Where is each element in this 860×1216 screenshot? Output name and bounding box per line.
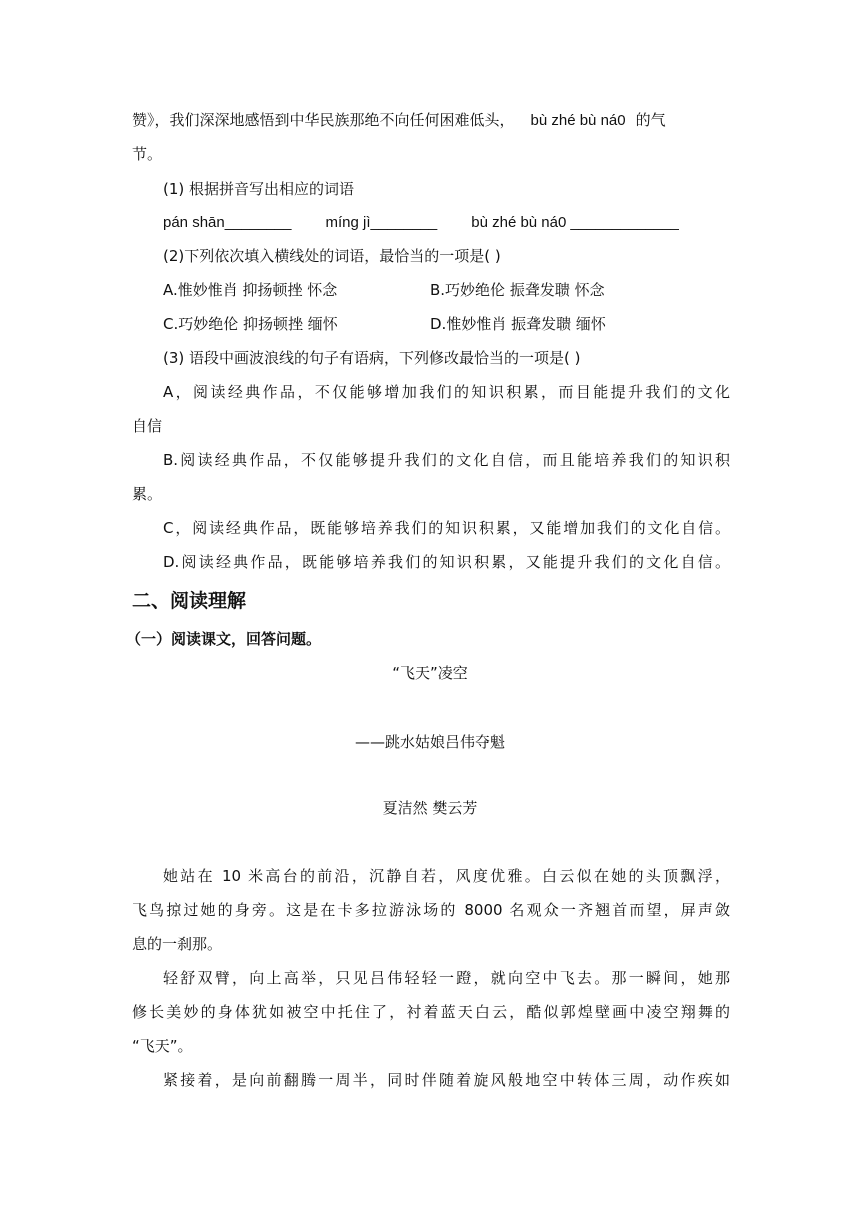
p1-line1: 她站在 10 米高台的前沿，沉静自若，风度优雅。白云似在她的头顶飘浮， — [163, 867, 730, 885]
option-a: A.惟妙惟肖 抑扬顿挫 怀念 — [163, 281, 338, 299]
sub3-a-line1: A，阅读经典作品，不仅能够增加我们的知识积累，而目能提升我们的文化 — [163, 383, 730, 401]
q1-line1 — [132, 109, 666, 132]
q1-line1-pinyin: bù zhé bù ná0 — [530, 112, 626, 129]
sub1-title: (1) 根据拼音写出相应的词语 — [163, 180, 355, 198]
q1-line1-end: 的气 — [635, 111, 666, 129]
sub3-d: D.阅读经典作品，既能够培养我们的知识积累，又能提升我们的文化自信。 — [163, 553, 730, 571]
article-authors: 夏洁然 樊云芳 — [382, 799, 478, 817]
sub3-title: (3) 语段中画波浪线的句子有语病，下列修改最恰当的一项是( ) — [163, 349, 581, 367]
q1-line1-text: 赞》，我们深深地感悟到中华民族那绝不向任何困难低头， — [132, 111, 515, 129]
pinyin-row — [163, 212, 679, 234]
sub2-title: (2)下列依次填入横线处的词语，最恰当的一项是( ) — [163, 247, 501, 265]
p2-line1: 轻舒双臂，向上高举，只见吕伟轻轻一蹬，就向空中飞去。那一瞬间，她那 — [163, 969, 730, 987]
p2-line3: “飞天”。 — [132, 1037, 193, 1055]
sub3-b-line1: B.阅读经典作品，不仅能够提升我们的文化自信，而且能培养我们的知识积 — [163, 451, 730, 469]
article-title: “飞天”凌空 — [392, 664, 468, 682]
p2-line2: 修长美妙的身体犹如被空中托住了，衬着蓝天白云，酷似郭煌壁画中凌空翔舞的 — [132, 1003, 730, 1021]
option-b: B.巧妙绝伦 振聋发聩 怀念 — [430, 281, 605, 299]
option-d: D.惟妙惟肖 振聋发聩 缅怀 — [430, 315, 606, 333]
pinyin-item-2: míng jì________ — [325, 214, 438, 231]
p3-line1: 紧接着，是向前翻腾一周半，同时伴随着旋风般地空中转体三周，动作疾如 — [163, 1071, 730, 1089]
article-subtitle: ——跳水姑娘吕伟夺魁 — [354, 733, 505, 751]
section-heading: 二、阅读理解 — [132, 590, 247, 612]
option-c: C.巧妙绝伦 抑扬顿挫 缅怀 — [163, 315, 338, 333]
sub3-b-line2: 累。 — [132, 485, 163, 503]
sub3-c: C，阅读经典作品，既能够培养我们的知识积累，又能增加我们的文化自信。 — [163, 519, 730, 537]
p1-line2: 飞鸟掠过她的身旁。这是在卡多拉游泳场的 8000 名观众一齐翘首而望，屏声敛 — [132, 901, 730, 919]
q1-line2: 节。 — [132, 145, 163, 163]
section-sub-heading: （一）阅读课文，回答问题。 — [126, 630, 322, 648]
p1-line3: 息的一刹那。 — [132, 935, 223, 953]
sub3-a-line2: 自信 — [132, 417, 163, 435]
pinyin-item-1: pán shān________ — [163, 214, 292, 231]
pinyin-item-3: bù zhé bù ná0 _____________ — [471, 214, 679, 231]
